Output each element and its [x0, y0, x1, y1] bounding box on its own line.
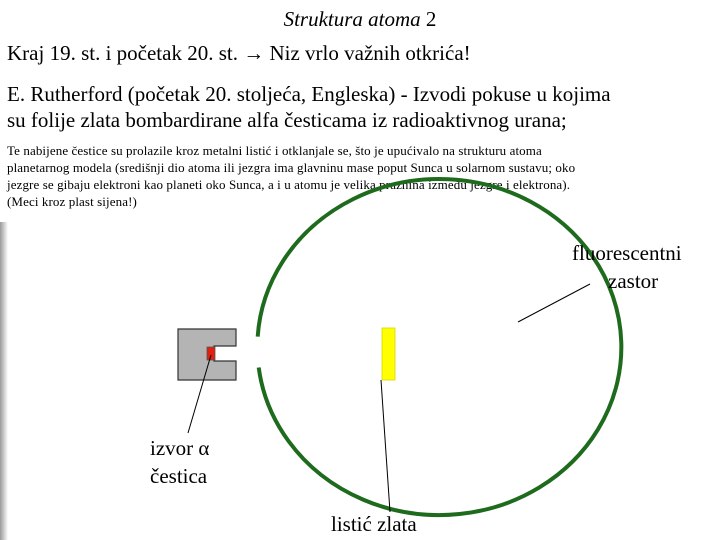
screen-label-line2: zastor	[608, 269, 659, 293]
foil-line: su folije zlata bombardirane alfa česticama iz radioaktivnog urana;	[7, 108, 567, 132]
gold-foil	[382, 328, 395, 380]
fluorescent-screen-ring	[258, 179, 622, 515]
paragraph-line: (Meci kroz plast sijena!)	[7, 194, 137, 209]
paragraph-line: jezgre se gibaju elektroni kao planeti oko Sunca, a i u atomu je velika praznina između jezgre i elektrona).	[7, 177, 571, 192]
intro-text: Kraj 19. st. i početak 20. st.	[7, 41, 244, 65]
source-label-word: izvor	[150, 436, 194, 460]
paragraph-line: planetarnog modela (središnji dio atoma ili jezgra ima glavninu mase poput Sunca u solarnom sustavu; oko	[7, 160, 576, 175]
title-number: 2	[425, 7, 437, 31]
rutherford-line: E. Rutherford (početak 20. stoljeća, Engleska) - Izvodi pokuse u kojima	[7, 82, 611, 106]
alpha-source-emitter	[207, 347, 215, 360]
screen-pointer-line	[518, 284, 590, 322]
arrow-right-icon: →	[243, 41, 265, 65]
intro-rest: Niz vrlo važnih otkrića!	[264, 41, 471, 65]
screen-label-line1: fluorescentni	[572, 241, 682, 265]
foil-label: listić zlata	[331, 512, 417, 536]
alpha-symbol: α	[198, 436, 210, 460]
foil-pointer-line	[381, 380, 390, 512]
paragraph-line: Te nabijene čestice su prolazile kroz metalni listić i otklanjale se, što je upućivalo na strukturu atoma	[7, 143, 542, 158]
title-text: Struktura atoma	[283, 7, 421, 31]
source-label-line2: čestica	[150, 464, 208, 488]
source-label-line1	[150, 436, 209, 461]
